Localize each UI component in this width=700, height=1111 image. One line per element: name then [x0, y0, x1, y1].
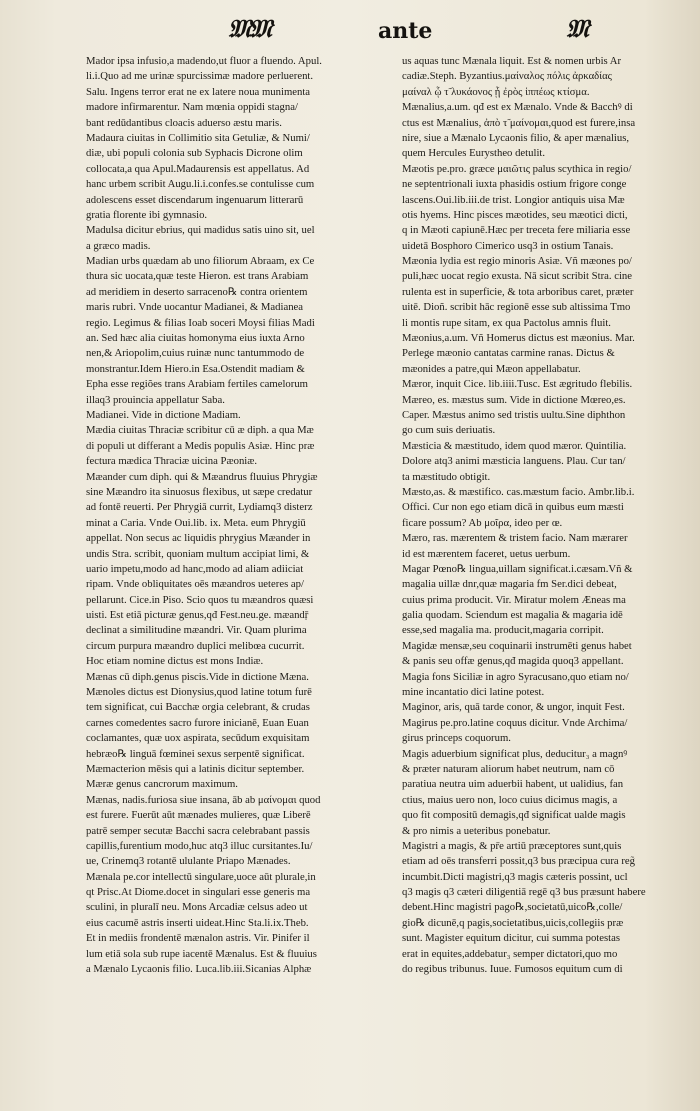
text-line: bant redūdantibus cloacis aduerso æstu maris. — [86, 116, 282, 129]
text-line: ficare possum? Ab μοῖρα, ideo per œ. — [402, 516, 563, 529]
text-line: gio℞ dicunē,q pagis,societatibus,uicis,collegiis præ — [402, 916, 624, 929]
text-line: & præter naturam aliorum habet neutrum, nam cō — [402, 762, 615, 775]
text-line: girus princeps coquorum. — [402, 732, 511, 745]
text-line: Et in mediis frondentē mænalon astris. Vir. Pinifer il — [86, 932, 310, 945]
text-line: tem significat, cui Bacchæ orgia celebrant, & crudas — [86, 701, 310, 714]
text-line: maris rubri. Vnde uocantur Madianei, & Madianea — [86, 301, 304, 314]
text-line: mæonides a patre,qui Mæon appellabatur. — [402, 362, 581, 375]
text-line: rulenta est in superficie, & tota arboribus caret, præter — [402, 285, 634, 298]
text-line: qt Prisc.At Diome.docet in singulari esse generis ma — [86, 886, 311, 899]
text-line: & panis seu offæ genus,qđ magida quoq3 appellant. — [402, 655, 624, 668]
text-line: Mænalius,a.um. qđ est ex Mænalo. Vnde & Bacchꝰ di — [402, 101, 633, 114]
text-line: esse,sed magalia ma. producit,magaria corripit. — [402, 624, 604, 637]
text-line: gratia florente ibi gymnasio. — [86, 208, 208, 221]
text-line: capillis,furentium modo,huc atq3 illuc cursitantes.Iu/ — [86, 839, 313, 852]
text-line: cuius prima producit. Vir. Miratur molem Æneas ma — [402, 593, 626, 606]
text-line: nen,& Ariopolim,cuius ruinæ nunc tantummodo de — [86, 347, 305, 360]
text-line: Perlege mæonio cantatas carmine ranas. Dictus & — [402, 347, 615, 360]
text-line: carnes comedentes sacro furore inicianē, Euan Euan — [86, 716, 309, 729]
text-line: lascens.Oui.lib.iii.de trist. Longior antiquis uisa Mæ — [402, 193, 625, 206]
text-line: Magia fons Siciliæ in agro Syracusano,quo etiam no/ — [402, 670, 629, 683]
text-line: uitē. Dioñ. scribit hāc regionē esse sub altissima Tmo — [402, 301, 631, 314]
text-line: Mæsto,as. & mæstifico. cas.mæstum facio. Ambr.lib.i. — [402, 485, 635, 498]
text-line: undis Stra. scribit, quoniam multum accipiat limi, & — [86, 547, 310, 560]
text-line: Mænas, nadis.furiosa siue insana, āb ab μαίνομαι quod — [86, 793, 321, 806]
text-line: Hoc etiam nomine dictus est mons Indiæ. — [86, 655, 264, 668]
text-line: uisti. Est etiā picturæ genus,qđ Fest.neu.ge. mæandṝ — [86, 609, 309, 622]
text-line: q in Mæoti capiunē.Hæc per treceta fere miliaria esse — [402, 224, 631, 237]
text-line: circum purpura mæandro duplici melibœa cucurrit. — [86, 639, 305, 652]
text-line: Magirus pe.pro.latine coquus dicitur. Vnde Archima/ — [402, 716, 628, 729]
text-line: monstrantur.Idem Hiero.in Esa.Ostendit madiam & — [86, 362, 305, 375]
text-line: Mæonius,a.um. Vñ Homerus dictus est mæonius. Mar. — [402, 332, 635, 345]
text-line: li.i.Quo ad me urinæ spurcissimæ madore perluerent. — [86, 70, 314, 83]
text-line: incumbit.Dicti magistri,q3 magis cæteris possint, ucl — [402, 870, 628, 883]
text-line: Maginor, aris, quā tarde conor, & ungor, inquit Fest. — [402, 701, 625, 714]
text-line: etiam ad oēs transferri possit,q3 bus præcipua cura reg̃ — [402, 855, 635, 868]
text-line: Offici. Cur non ego etiam dicā in quibus eum mæsti — [402, 501, 624, 514]
text-line: minat a Caria. Vnde Oui.lib. ix. Meta. eum Phrygiū — [86, 516, 306, 529]
text-line: Mæreo, es. mæstus sum. Vide in dictione Mœreo,es. — [402, 393, 626, 406]
text-line: erat in equites,addebatur₃ semper dictatori,quo mo — [402, 947, 618, 960]
text-line: mine incantatio dici latine potest. — [402, 686, 545, 699]
running-header — [0, 14, 700, 54]
text-line: quo fit compositū demagis,qđ significat ualde magis — [402, 809, 626, 822]
text-line: an. Sed hæc alia ciuitas homonyma eius iuxta Arno — [86, 332, 305, 345]
header-left-signature: 𝔐𝔐 — [228, 14, 271, 43]
text-line: illaq3 prouincia appellatur Saba. — [86, 393, 225, 406]
text-line: Mænoles dictus est Dionysius,quod latine totum furē — [86, 686, 312, 699]
text-line: li montis rupe sitam, ex qua Pactolus amnis fluit. — [402, 316, 611, 329]
text-line: Caper. Mæstus animo sed tristis uultu.Sine diphthon — [402, 408, 626, 421]
header-right-signature: 𝔐 — [566, 14, 590, 43]
text-line: quem Hercules Eurystheo detulit. — [402, 147, 546, 160]
header-title: ante — [378, 18, 433, 44]
text-line: galia quodam. Sciendum est magalia & magaria idē — [402, 609, 623, 622]
text-line: Madulsa dicitur ebrius, qui madidus satis uino sit, uel — [86, 224, 315, 237]
text-line: Magis aduerbium significat plus, deducitur₃ a magnꝰ — [402, 747, 628, 760]
text-line: debent.Hinc magistri pago℞,societatū,uico℞,colle/ — [402, 901, 623, 914]
text-line: Mænala pe.cor intellectū singulare,uoce aūt plurale,in — [86, 870, 316, 883]
text-line: Mædia ciuitas Thraciæ scribitur cū æ diph. a qua Mæ — [86, 424, 314, 437]
text-line: adolescens esset discendarum ingenuarum litterarū — [86, 193, 304, 206]
text-line: paratiua neutra uim aduerbii habent, ut ualidius, fan — [402, 778, 624, 791]
text-line: ctius, maius uero non, loco cuius dicimus magis, a — [402, 793, 618, 806]
text-line: Mænas cū diph.genus piscis.Vide in dictione Mæna. — [86, 670, 309, 683]
text-line: Mæonia lydia est regio minoris Asiæ. Vñ mæones po/ — [402, 255, 632, 268]
text-line: us aquas tunc Mænala liquit. Est & nomen urbis Ar — [402, 55, 622, 67]
text-line: do regibus tribunus. Iuue. Fumosos equitum cum di — [402, 963, 623, 976]
text-line: Dolore atq3 animi mæsticia languens. Plau. Cur tan/ — [402, 455, 626, 468]
text-line: nire, siue a Mænalo Lycaonis filio, & aper mænalius, — [402, 131, 630, 144]
text-line: Magistri a magis, & pr̄e artiū præceptores sunt,quis — [402, 839, 622, 852]
text-line: puli,hæc uocat regio exusta. Nā sicut scribit Stra. cine — [402, 270, 633, 283]
text-line: hanc urbem scribit Augu.li.i.confes.se contulisse cum — [86, 178, 315, 191]
text-line: declinat a similitudine mæandri. Vir. Quam plurima — [86, 624, 307, 637]
text-line: madore infirmarentur. Nam mœnia oppidi stagna/ — [86, 101, 298, 114]
text-line: thura sic uocata,quæ teste Hieron. est trans Arabiam — [86, 270, 309, 283]
text-line: & pro nimis a ueteribus ponebatur. — [402, 824, 551, 837]
text-line: lum etiā sola sub rupe iacentē Mænalus. Est & fluuius — [86, 947, 317, 960]
text-line: hebræo℞ linguā fœminei sexus serpentē significat. — [86, 747, 305, 760]
text-line: ue, Crinemq3 rotantē ululante Priapo Mænades. — [86, 855, 291, 868]
text-line: Mæsticia & mæstitudo, idem quod mæror. Quintilia. — [402, 439, 627, 452]
text-line: ne septentrionali iuxta phasidis ostium frigore conge — [402, 178, 627, 191]
text-line: di populi ut differant a Medis populis Asiæ. Hinc præ — [86, 439, 315, 452]
text-line: Mæror, inquit Cice. lib.iiii.Tusc. Est ægritudo flebilis. — [402, 378, 633, 391]
right-text-column — [402, 54, 690, 977]
text-line: est furere. Fuerūt aūt mænades mulieres, quæ Liberē — [86, 809, 311, 822]
text-line: sculini, in pluralī neu. Mons Arcadiæ celsus adeo ut — [86, 901, 308, 914]
text-line: Mæmacterion mēsis qui a latinis dicitur september. — [86, 762, 305, 775]
text-line: sunt. Magister equitum dicitur, cui summa potestas — [402, 932, 621, 945]
text-line: magalia uillæ dnr,quæ magaria fm Ser.dici debeat, — [402, 578, 617, 591]
text-line: ripam. Vnde obliquitates oēs mæandros ueteres ap/ — [86, 578, 304, 591]
text-line: sine Mæandro ita sinuosus flexibus, ut sæpe credatur — [86, 485, 313, 498]
text-line: μαίναλ ᾧ τ̃ λυκάονος ᾗ ἐρὸς ἱππέως κτίσμα. — [402, 85, 590, 98]
text-line: Mæræ genus cancrorum maximum. — [86, 778, 238, 791]
text-line: ta mæstitudo obtigit. — [402, 470, 491, 483]
text-line: Magidæ mensæ,seu coquinarii instrumēti genus habet — [402, 639, 632, 652]
text-line: otis hyems. Hinc pisces mæotides, seu mæotici dicti, — [402, 208, 628, 221]
text-line: q3 magis q3 cæteri diligentiā regē q3 bus præsunt habere — [402, 886, 646, 899]
text-line: a græco madis. — [86, 239, 151, 252]
left-text-column — [86, 54, 394, 977]
text-line: eius cacumē astris inserti uideat.Hinc Sta.li.ix.Theb. — [86, 916, 309, 929]
text-line: patrē semper secutæ Bacchi sacra celebrabant passis — [86, 824, 310, 837]
text-line: appellat. Non secus ac liquidis phrygius Mæander in — [86, 532, 311, 545]
text-line: ad meridiem in deserto sarraceno℞ contra orientem — [86, 285, 308, 298]
text-line: Epha esse regiões trans Arabiam fertiles camelorum — [86, 378, 308, 391]
text-line: pellarunt. Cice.in Piso. Scio quos tu mæandros quæsi — [86, 593, 314, 606]
text-line: coclamantes, quæ uox aspirata, secūdum exquisitam — [86, 732, 310, 745]
text-line: uidetā Bosphoro Cimerico usq3 in ostium Tanais. — [402, 239, 614, 252]
text-line: regio. Legimus & filias Ioab soceri Moysi filias Madi — [86, 316, 315, 329]
text-line: id est mærentem faceret, uetus uerbum. — [402, 547, 571, 560]
text-line: Madaura ciuitas in Collimitio sita Getuliæ, & Numi/ — [86, 131, 310, 144]
text-line: Magar Pœno℞ lingua,uillam significat.i.cæsam.Vñ & — [402, 562, 633, 575]
text-line: diæ, ubi populi colonia sub Syphacis Dicrone olim — [86, 147, 303, 160]
text-line: Mæander cum diph. qui & Mæandrus fluuius Phrygiæ — [86, 470, 318, 483]
text-line: Madianei. Vide in dictione Madiam. — [86, 408, 241, 421]
text-line: Mæro, ras. mærentem & tristem facio. Nam mærarer — [402, 532, 628, 545]
text-line: Mæotis pe.pro. græce μαιῶτις palus scythica in regio/ — [402, 162, 632, 175]
text-line: cadiæ.Steph. Byzantius.μαίναλος πόλις ἀρκαδίας — [402, 70, 612, 83]
text-line: ad fontē reuerti. Per Phrygiā currit, Lydiamq3 disterz — [86, 501, 313, 514]
text-line: a Mænalo Lycaonis filio. Luca.lib.iii.Sicanias Alphæ — [86, 963, 312, 976]
text-line: Mador ipsa infusio,a madendo,ut fluor a fluendo. Apul. — [86, 55, 322, 67]
text-line: uario impetu,modo ad hanc,modo ad aliam adiiciat — [86, 562, 304, 575]
text-line: Salu. Ingens terror erat ne ex latere noua munimenta — [86, 85, 311, 98]
text-line: ctus est Mænalius, ἀπὸ τ̃ μαίνομαι,quod est furere,insa — [402, 116, 636, 129]
text-line: collocata,a qua Apul.Madaurensis est appellatus. Ad — [86, 162, 310, 175]
text-line: fectura mædica Thraciæ uicina Pæoniæ. — [86, 455, 258, 468]
text-line: Madian urbs quædam ab uno filiorum Abraam, ex Ce — [86, 255, 315, 268]
text-line: go cum suis deriuatis. — [402, 424, 496, 437]
